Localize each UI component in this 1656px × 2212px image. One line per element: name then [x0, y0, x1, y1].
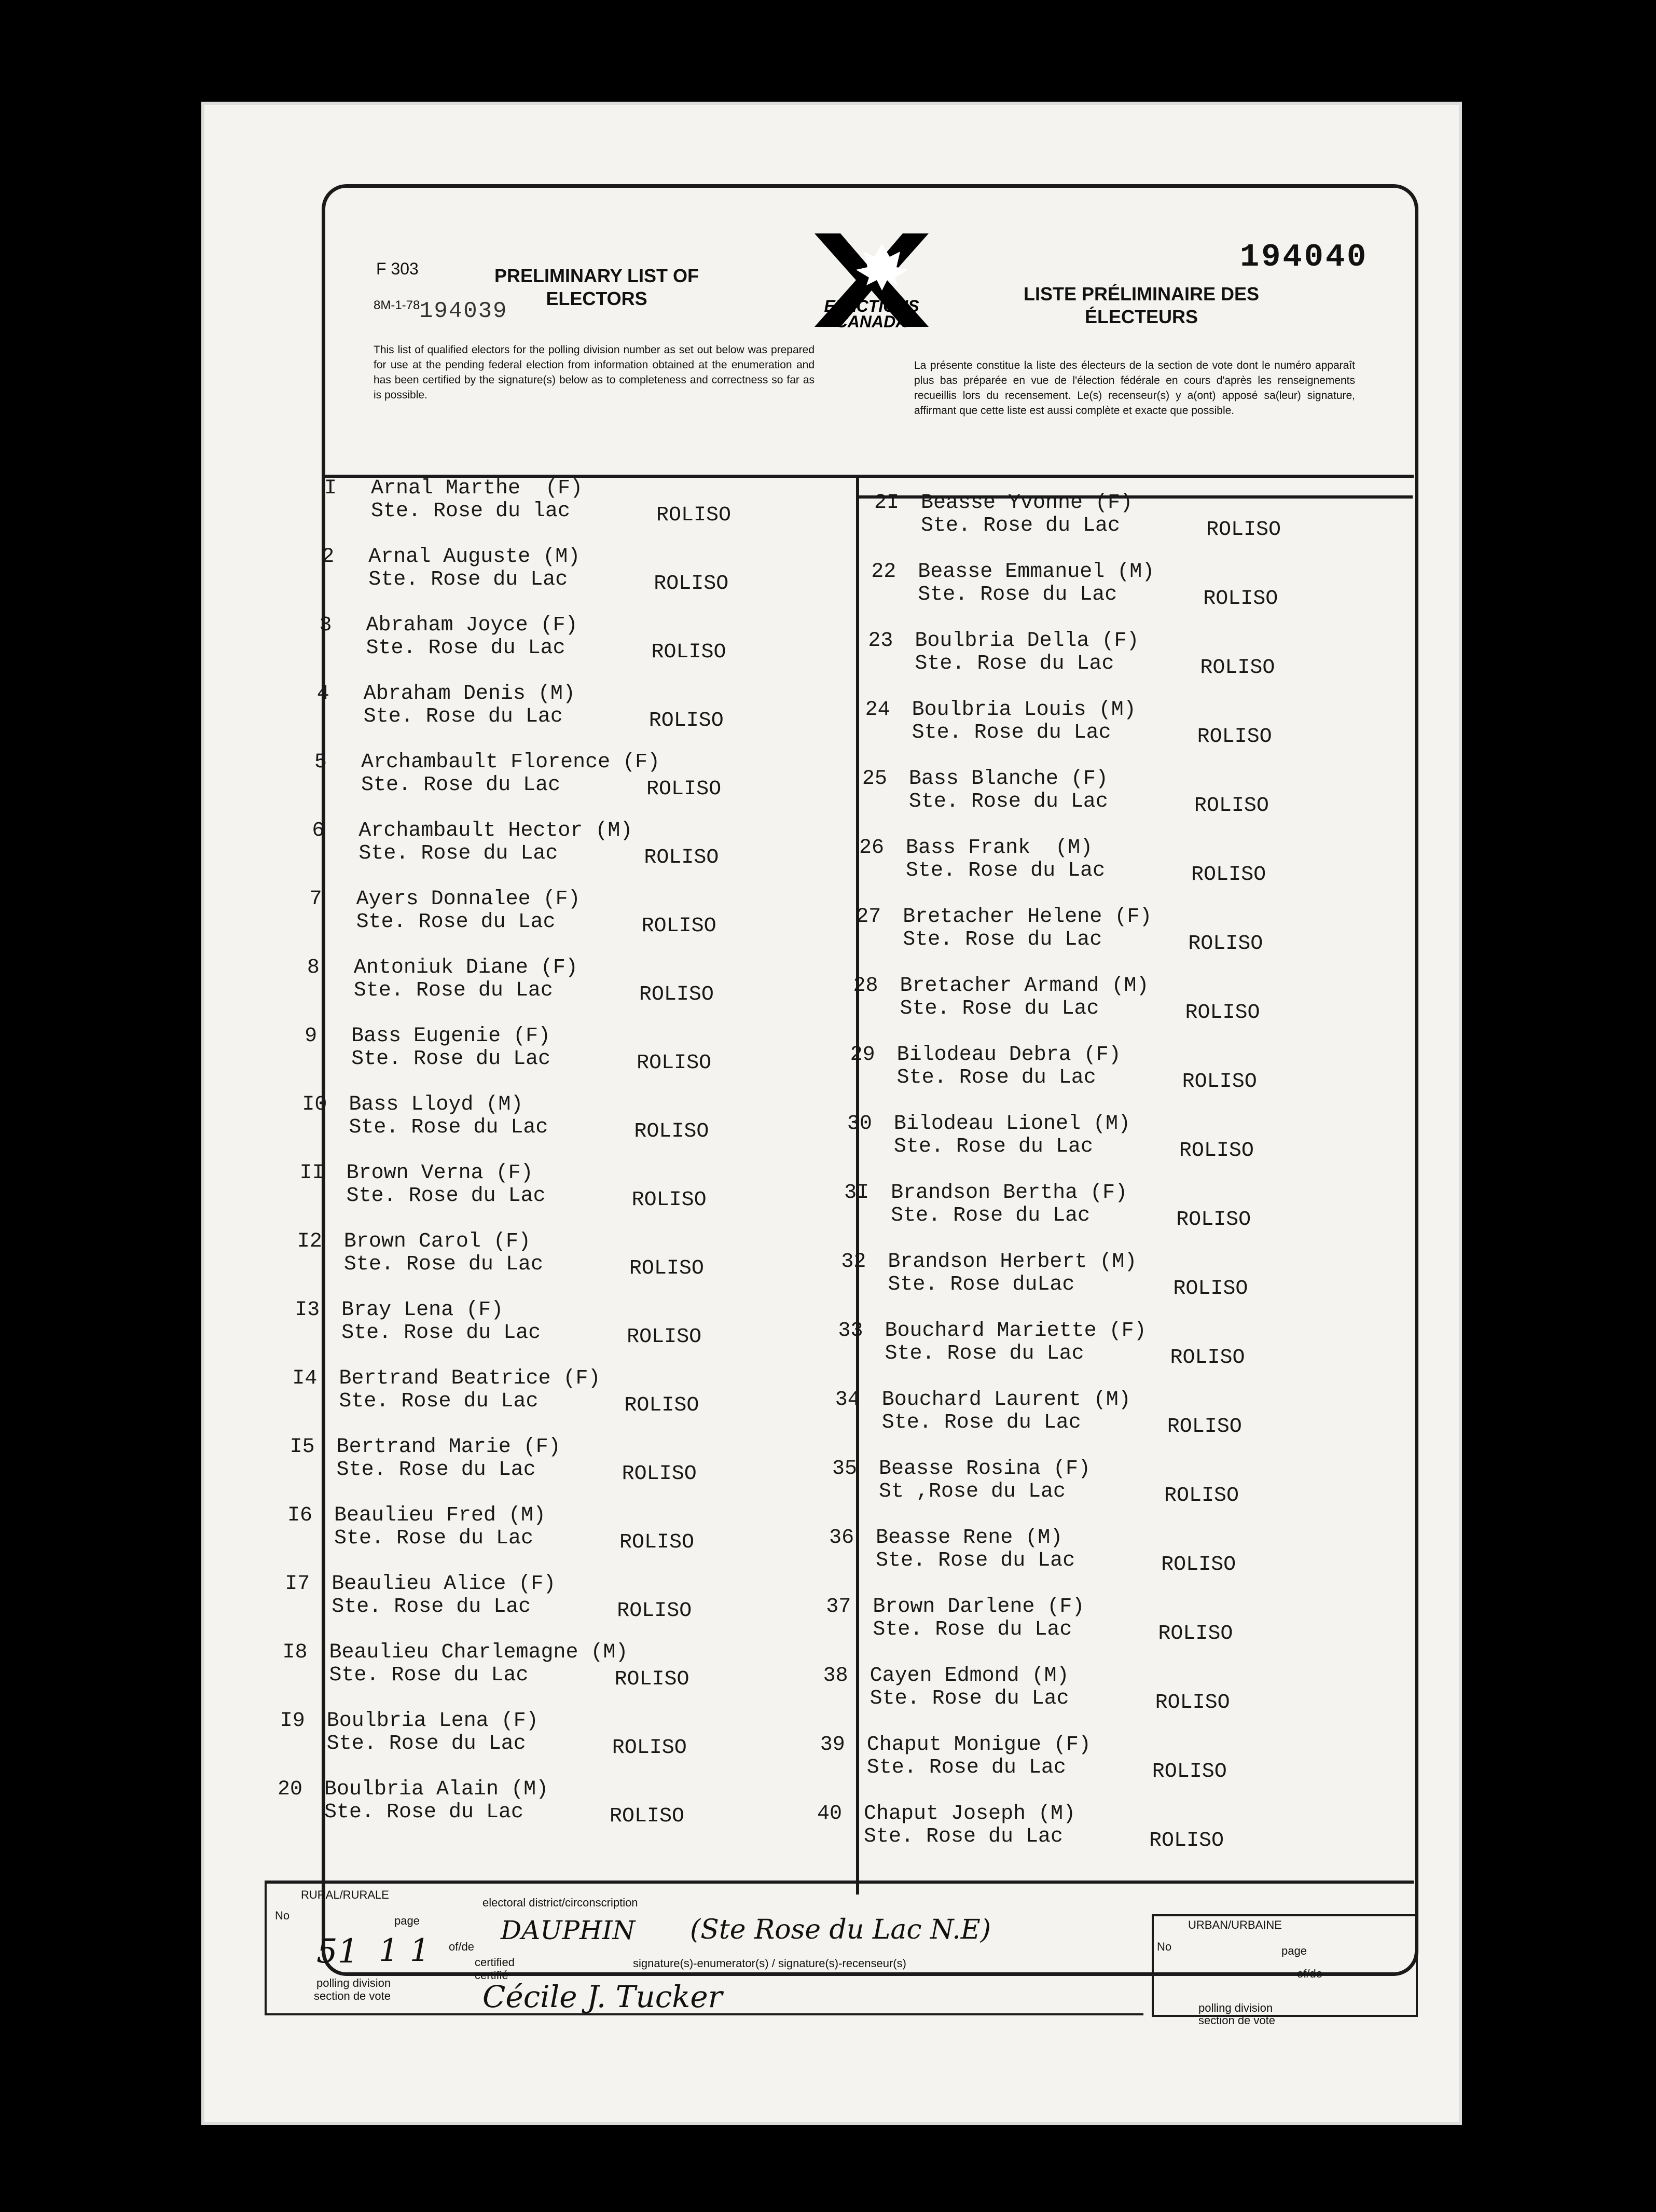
- enumerator-signature: Cécile J. Tucker: [482, 1979, 723, 2014]
- elector-place: Ste. Rose du Lac: [358, 842, 558, 865]
- elector-number: 7: [309, 888, 322, 911]
- elector-name: Bilodeau Lionel (M): [893, 1112, 1130, 1136]
- elector-place: Ste. Rose du Lac: [891, 1204, 1091, 1227]
- page-of-number: 1: [410, 1932, 430, 1969]
- elector-name: Brown Carol (F): [343, 1230, 531, 1253]
- elector-name: Bertrand Marie (F): [336, 1435, 561, 1459]
- urban-page-label: page: [1281, 1944, 1307, 1957]
- elector-place: Ste. Rose du lac: [371, 500, 571, 523]
- elector-code: ROLISO: [1182, 1070, 1257, 1094]
- form-number: F 303: [376, 259, 419, 278]
- elector-place: Ste. Rose du Lac: [343, 1253, 543, 1276]
- elector-place: Ste. Rose du Lac: [885, 1342, 1084, 1365]
- elector-place: Ste. Rose du Lac: [353, 979, 553, 1002]
- elector-number: 35: [832, 1457, 857, 1481]
- elector-number: 38: [823, 1664, 848, 1688]
- elector-name: Arnal Marthe (F): [371, 477, 583, 500]
- title-english: PRELIMINARY LIST OF ELECTORS: [494, 265, 699, 309]
- elector-number: 2I: [874, 491, 900, 515]
- elector-name: Bass Eugenie (F): [351, 1025, 551, 1048]
- elector-name: Brandson Bertha (F): [891, 1181, 1128, 1205]
- elector-code: ROLISO: [639, 983, 714, 1006]
- elector-code: ROLISO: [631, 1188, 707, 1212]
- rural-label: RURAL/RURALE: [301, 1888, 389, 1901]
- elector-name: Bray Lena (F): [341, 1298, 504, 1322]
- elector-number: 2: [322, 545, 335, 569]
- district-note: (Ste Rose du Lac N.E): [690, 1914, 991, 1945]
- elector-number: 23: [868, 629, 893, 653]
- elector-name: Arnal Auguste (M): [368, 545, 581, 569]
- elector-code: ROLISO: [644, 846, 719, 869]
- elector-code: ROLISO: [1179, 1139, 1254, 1163]
- elector-place: Ste. Rose du Lac: [368, 568, 568, 591]
- elector-number: I5: [289, 1435, 315, 1459]
- elector-name: Beasse Emmanuel (M): [918, 560, 1155, 584]
- elector-code: ROLISO: [1161, 1553, 1236, 1577]
- elector-place: Ste. Rose duLac: [888, 1273, 1075, 1296]
- page-number: 1: [379, 1932, 399, 1969]
- elector-number: 33: [838, 1319, 863, 1343]
- signature-label: signature(s)-enumerator(s) / signature(s)-recenseur(s): [633, 1957, 906, 1970]
- elector-number: 30: [847, 1112, 872, 1136]
- logo-text: ELECTIONS CANADA: [824, 297, 919, 331]
- urban-polling-label: polling division: [1198, 2001, 1273, 2014]
- elector-name: Boulbria Della (F): [915, 629, 1139, 653]
- elector-number: I4: [292, 1367, 318, 1390]
- elector-name: Beasse Rosina (F): [878, 1457, 1091, 1481]
- elector-place: Ste. Rose du Lac: [912, 721, 1111, 744]
- elector-place: Ste. Rose du Lac: [903, 928, 1102, 951]
- elector-place: St ,Rose du Lac: [878, 1480, 1066, 1503]
- elector-code: ROLISO: [1149, 1829, 1224, 1852]
- elector-code: ROLISO: [637, 1052, 712, 1075]
- intro-english: This list of qualified electors for the polling division number as set out below was prepared for use at the pending federal election from information obtained at the enumeration and has been certified by the signature(s) below as to completeness and correctness so far as is possible.: [374, 344, 815, 401]
- elector-name: Chaput Monigue (F): [866, 1733, 1091, 1757]
- form-date: 8M-1-78: [374, 298, 420, 312]
- elector-code: ROLISO: [654, 572, 729, 596]
- elector-name: Boulbria Alain (M): [324, 1778, 549, 1801]
- elector-name: Bretacher Armand (M): [900, 974, 1149, 998]
- elector-code: ROLISO: [619, 1531, 694, 1554]
- elector-number: 32: [841, 1250, 866, 1274]
- elector-place: Ste. Rose du Lac: [915, 652, 1114, 675]
- certified-label: certified: [475, 1956, 515, 1969]
- elector-code: ROLISO: [1206, 518, 1281, 542]
- urban-label: URBAN/URBAINE: [1188, 1918, 1282, 1931]
- elector-place: Ste. Rose du Lac: [326, 1732, 526, 1755]
- elector-name: Bass Lloyd (M): [349, 1093, 523, 1116]
- elector-number: 34: [835, 1388, 860, 1412]
- elector-code: ROLISO: [1188, 932, 1263, 956]
- elector-name: Archambault Florence (F): [361, 751, 660, 774]
- title-french: LISTE PRÉLIMINAIRE DES ÉLECTEURS: [1023, 283, 1260, 327]
- elector-place: Ste. Rose du Lac: [896, 1066, 1096, 1089]
- elector-number: I8: [282, 1641, 308, 1664]
- elector-number: 8: [307, 956, 320, 979]
- elector-name: Brown Verna (F): [346, 1162, 533, 1185]
- elector-code: ROLISO: [614, 1668, 689, 1691]
- elector-code: ROLISO: [651, 641, 726, 664]
- elector-place: Ste. Rose du Lac: [332, 1595, 531, 1619]
- elector-place: Ste. Rose du Lac: [881, 1411, 1081, 1434]
- elector-name: Abraham Joyce (F): [366, 614, 578, 637]
- intro-french: La présente constitue la liste des électeurs de la section de vote dont le numéro apparaît plus bas préparée en vue de l'élection fédérale en cours d'après les renseignements recueillis lors du recensement. Le(s) recenseur(s) y a(ont) apposé sa(leur) signature, affirmant que cette liste est aussi complète et exacte que possible.: [914, 360, 1355, 417]
- elector-name: Bouchard Mariette (F): [885, 1319, 1147, 1343]
- of-label: of/de: [449, 1940, 474, 1953]
- elector-code: ROLISO: [617, 1599, 692, 1623]
- elector-name: Antoniuk Diane (F): [353, 956, 578, 979]
- elector-place: Ste. Rose du Lac: [339, 1390, 539, 1413]
- urban-polling-label-fr: section de vote: [1198, 2014, 1275, 2027]
- elector-name: Abraham Denis (M): [363, 682, 575, 706]
- elector-name: Bass Frank (M): [906, 836, 1093, 860]
- elector-name: Beasse Yvonne (F): [921, 491, 1133, 515]
- elector-number: 28: [853, 974, 878, 998]
- elector-name: Chaput Joseph (M): [864, 1802, 1076, 1826]
- elector-number: 22: [871, 560, 896, 584]
- elector-place: Ste. Rose du Lac: [341, 1321, 541, 1345]
- district-value: DAUPHIN: [501, 1915, 636, 1945]
- elector-place: Ste. Rose du Lac: [336, 1458, 536, 1482]
- elector-place: Ste. Rose du Lac: [356, 910, 556, 934]
- elector-number: 36: [829, 1526, 854, 1550]
- polling-number: 51: [316, 1932, 359, 1971]
- elector-code: ROLISO: [1164, 1484, 1239, 1508]
- elector-name: Ayers Donnalee (F): [356, 888, 581, 911]
- elector-name: Boulbria Lena (F): [326, 1709, 539, 1733]
- elector-code: ROLISO: [610, 1805, 685, 1828]
- elector-number: 3I: [844, 1181, 870, 1205]
- elector-code: ROLISO: [1185, 1001, 1260, 1025]
- elector-number: 6: [312, 819, 325, 842]
- elector-place: Ste. Rose du Lac: [361, 773, 561, 797]
- elector-code: ROLISO: [627, 1325, 702, 1349]
- stamp-number: 194039: [419, 298, 508, 324]
- elector-place: Ste. Rose du Lac: [346, 1184, 546, 1208]
- elector-place: Ste. Rose du Lac: [908, 790, 1108, 813]
- elector-number: 4: [316, 682, 329, 706]
- elector-code: ROLISO: [1170, 1346, 1245, 1370]
- elector-code: ROLISO: [641, 915, 716, 938]
- elector-code: ROLISO: [1194, 794, 1269, 818]
- elector-name: Beaulieu Charlemagne (M): [329, 1641, 628, 1664]
- elector-code: ROLISO: [612, 1736, 687, 1760]
- elector-name: Brandson Herbert (M): [888, 1250, 1137, 1274]
- elector-name: Beasse Rene (M): [876, 1526, 1063, 1550]
- elector-code: ROLISO: [624, 1394, 699, 1417]
- elector-number: I6: [287, 1504, 312, 1527]
- certified-label-fr: certifié: [475, 1969, 508, 1982]
- elector-name: Bretacher Helene (F): [903, 905, 1152, 929]
- elector-number: I9: [280, 1709, 305, 1733]
- elector-number: 20: [278, 1778, 303, 1801]
- elector-number: I3: [295, 1298, 320, 1322]
- elector-code: ROLISO: [1191, 863, 1266, 887]
- elector-name: Bouchard Laurent (M): [881, 1388, 1131, 1412]
- elector-code: ROLISO: [1152, 1760, 1227, 1784]
- elector-name: Bilodeau Debra (F): [896, 1043, 1121, 1067]
- page-label: page: [394, 1914, 420, 1927]
- elector-name: Bass Blanche (F): [908, 767, 1108, 791]
- district-label: electoral district/circonscription: [482, 1896, 638, 1909]
- elector-number: 24: [865, 698, 890, 722]
- elector-code: ROLISO: [1155, 1691, 1230, 1715]
- elector-place: Ste. Rose du Lac: [870, 1687, 1069, 1710]
- elector-code: ROLISO: [1176, 1208, 1251, 1232]
- elector-number: 26: [859, 836, 885, 860]
- no-label: No: [275, 1909, 290, 1922]
- elector-name: Beaulieu Fred (M): [334, 1504, 546, 1527]
- elector-name: Boulbria Louis (M): [912, 698, 1136, 722]
- elector-number: II: [299, 1162, 325, 1185]
- document-number: 194040: [1240, 239, 1369, 275]
- elector-number: 37: [826, 1595, 851, 1619]
- elector-place: Ste. Rose du Lac: [351, 1047, 551, 1071]
- elector-number: 27: [856, 905, 881, 929]
- polling-division-label: polling division: [316, 1976, 391, 1989]
- elector-place: Ste. Rose du Lac: [866, 1756, 1066, 1779]
- elector-number: 3: [319, 614, 332, 637]
- elector-number: I7: [285, 1572, 310, 1596]
- elector-number: 25: [862, 767, 887, 791]
- urban-no-label: No: [1157, 1940, 1172, 1953]
- elector-place: Ste. Rose du Lac: [864, 1825, 1064, 1848]
- elector-place: Ste. Rose du Lac: [900, 997, 1099, 1020]
- elector-place: Ste. Rose du Lac: [893, 1135, 1093, 1158]
- elector-number: 29: [850, 1043, 875, 1067]
- elector-code: ROLISO: [1158, 1622, 1233, 1646]
- elector-place: Ste. Rose du Lac: [906, 859, 1106, 882]
- elector-code: ROLISO: [634, 1120, 709, 1143]
- elector-place: Ste. Rose du Lac: [324, 1801, 524, 1824]
- elector-place: Ste. Rose du Lac: [349, 1116, 548, 1139]
- elector-name: Archambault Hector (M): [358, 819, 633, 842]
- elector-code: ROLISO: [646, 778, 722, 801]
- elector-place: Ste. Rose du Lac: [918, 583, 1117, 606]
- elector-number: I2: [297, 1230, 322, 1253]
- elector-code: ROLISO: [1203, 587, 1278, 611]
- elector-number: I0: [302, 1093, 327, 1116]
- elector-code: ROLISO: [648, 709, 724, 732]
- elector-number: 40: [817, 1802, 843, 1826]
- polling-division-label-fr: section de vote: [314, 1989, 391, 2002]
- elector-place: Ste. Rose du Lac: [363, 705, 563, 728]
- elector-number: 39: [820, 1733, 845, 1757]
- elector-code: ROLISO: [1197, 725, 1272, 749]
- elector-place: Ste. Rose du Lac: [366, 637, 565, 660]
- elector-number: I: [324, 477, 337, 500]
- elector-code: ROLISO: [1173, 1277, 1248, 1301]
- elector-name: Cayen Edmond (M): [870, 1664, 1069, 1688]
- elector-code: ROLISO: [622, 1462, 697, 1486]
- elector-code: ROLISO: [1167, 1415, 1242, 1439]
- elector-number: 9: [305, 1025, 318, 1048]
- elector-place: Ste. Rose du Lac: [334, 1527, 533, 1550]
- elector-place: Ste. Rose du Lac: [873, 1618, 1072, 1641]
- elector-name: Beaulieu Alice (F): [332, 1572, 556, 1596]
- elector-name: Bertrand Beatrice (F): [339, 1367, 601, 1390]
- elector-place: Ste. Rose du Lac: [921, 514, 1121, 537]
- elector-name: Brown Darlene (F): [873, 1595, 1085, 1619]
- elector-code: ROLISO: [1200, 656, 1275, 680]
- elector-place: Ste. Rose du Lac: [876, 1549, 1075, 1572]
- elector-code: ROLISO: [629, 1257, 704, 1280]
- elector-place: Ste. Rose du Lac: [329, 1664, 529, 1687]
- urban-of-label: of/de: [1297, 1967, 1322, 1980]
- elector-number: 5: [314, 751, 327, 774]
- elector-code: ROLISO: [656, 504, 732, 527]
